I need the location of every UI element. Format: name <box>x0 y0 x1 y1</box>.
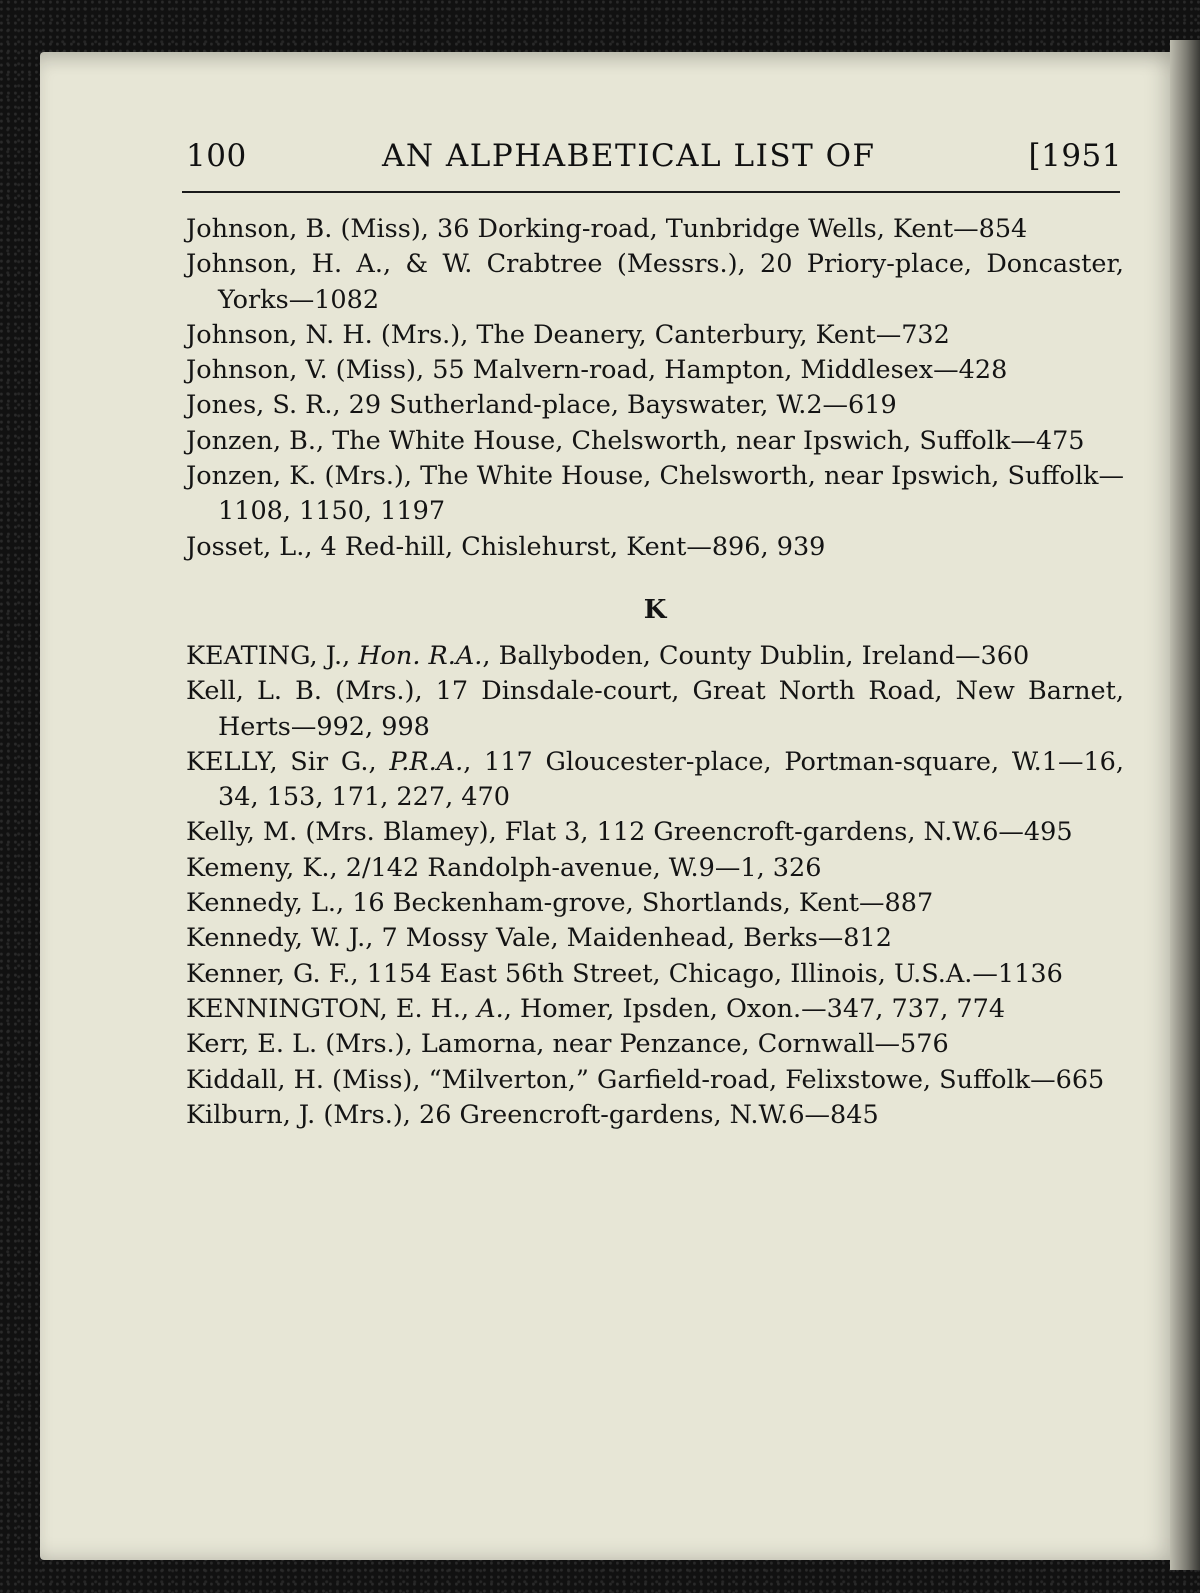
header-rule <box>182 191 1120 193</box>
entry-distinction: Hon. R.A. <box>358 640 483 671</box>
page-edge <box>1170 40 1200 1570</box>
entry-name: KEATING, J., <box>186 640 359 671</box>
list-entry: Kemeny, K., 2/142 Randolph-avenue, W.9—1, 326 <box>186 852 822 883</box>
list-entry: Kenner, G. F., 1154 East 56th Street, Chicago, Illinois, U.S.A.—1136 <box>186 958 1063 989</box>
entry-name: KELLY, Sir G., <box>186 746 390 777</box>
list-entry: Jones, S. R., 29 Sutherland-place, Bayswater, W.2—619 <box>186 390 897 421</box>
list-entry: Kilburn, J. (Mrs.), 26 Greencroft-gardens, N.W.6—845 <box>186 1099 879 1130</box>
section-letter-heading: K <box>643 594 667 625</box>
list-entry <box>186 745 1124 816</box>
entry-distinction: A. <box>477 993 504 1024</box>
entry-name: KENNINGTON, E. H., <box>186 993 478 1024</box>
running-head <box>186 138 1122 182</box>
list-entry: Johnson, H. A., & W. Crabtree (Messrs.), 20 Priory-place, Doncaster, Yorks—1082 <box>186 249 1124 315</box>
list-entry: Kell, L. B. (Mrs.), 17 Dinsdale-court, Great North Road, New Barnet, Herts—992, 998 <box>186 676 1124 742</box>
list-entry: Kennedy, W. J., 7 Mossy Vale, Maidenhead, Berks—812 <box>186 923 892 954</box>
list-entry: Josset, L., 4 Red-hill, Chislehurst, Kent—896, 939 <box>186 531 826 562</box>
list-entry <box>186 639 1124 674</box>
list-entry: Johnson, B. (Miss), 36 Dorking-road, Tunbridge Wells, Kent—854 <box>186 214 1028 244</box>
entry-details: , Homer, Ipsden, Oxon.—347, 737, 774 <box>503 993 1006 1024</box>
list-entry <box>186 992 1124 1027</box>
list-entry: Johnson, V. (Miss), 55 Malvern-road, Hampton, Middlesex—428 <box>186 355 1008 386</box>
list-entry: Kerr, E. L. (Mrs.), Lamorna, near Penzance, Cornwall—576 <box>186 1029 949 1060</box>
entry-list <box>186 212 1124 1133</box>
list-entry: Johnson, N. H. (Mrs.), The Deanery, Canterbury, Kent—732 <box>186 319 950 350</box>
year-mark: [1951 <box>1028 138 1122 174</box>
entry-distinction: P.R.A. <box>389 746 464 777</box>
list-entry: Kiddall, H. (Miss), “Milverton,” Garfield-road, Felixstowe, Suffolk—665 <box>186 1064 1105 1095</box>
running-title: AN ALPHABETICAL LIST OF <box>382 138 876 174</box>
entry-details: , 117 Gloucester-place, Portman-square, W.1—16, 34, 153, 171, 227, 470 <box>218 746 1124 813</box>
list-entry: Kelly, M. (Mrs. Blamey), Flat 3, 112 Greencroft-gardens, N.W.6—495 <box>186 817 1073 848</box>
entry-details: , Ballyboden, County Dublin, Ireland—360 <box>482 640 1030 671</box>
list-entry: Jonzen, K. (Mrs.), The White House, Chelsworth, near Ipswich, Suffolk—1108, 1150, 1197 <box>186 461 1124 527</box>
page-number: 100 <box>186 138 247 174</box>
list-entry: Jonzen, B., The White House, Chelsworth, near Ipswich, Suffolk—475 <box>186 425 1085 456</box>
list-entry: Kennedy, L., 16 Beckenham-grove, Shortlands, Kent—887 <box>186 888 934 919</box>
